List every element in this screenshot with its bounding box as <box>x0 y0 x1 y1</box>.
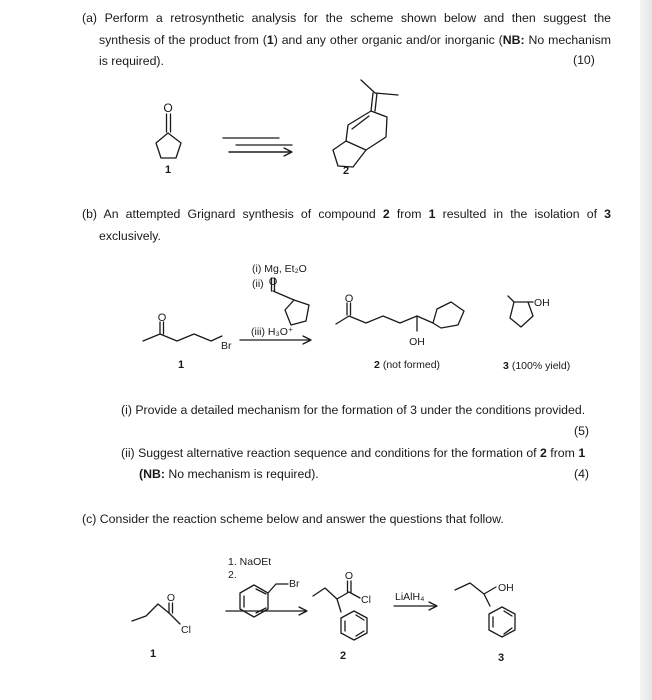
part-b-question-ii-line2-post: No mechanism is required). <box>164 467 319 481</box>
part-c-bromine-label: Br <box>289 578 300 590</box>
part-a-carbonyl-oxygen: O <box>163 101 173 115</box>
part-b-compound-3-label <box>503 360 570 372</box>
part-b-line1-mid: from <box>389 207 429 221</box>
part-b-line1-b1: 2 <box>382 207 390 221</box>
part-b-aldehyde-oxygen: O <box>268 276 278 288</box>
part-b-question-ii-nb: (NB: <box>139 467 165 481</box>
cyclopentanone-structure <box>156 114 181 158</box>
part-b-ketone-oxygen-1: O <box>157 312 167 324</box>
part-a-line2-nb: NB: <box>502 33 525 47</box>
bicyclic-alkene-structure <box>333 80 398 167</box>
part-a-marks: (10) <box>573 53 595 67</box>
part-c-compound-1-label: 1 <box>149 648 157 660</box>
part-c-compound-2-label: 2 <box>339 650 347 662</box>
reduction-arrow <box>394 602 437 610</box>
retrosynthesis-arrow <box>223 138 292 156</box>
part-b-question-ii-pre: (ii) Suggest alternative reaction sequence and conditions for the formation of <box>121 446 541 460</box>
part-b-compound-1-label: 1 <box>177 359 185 371</box>
part-c-oxygen-label-1: O <box>166 592 176 604</box>
part-c-chlorine-label-1: Cl <box>181 624 191 636</box>
part-b-line1-pre: (b) An attempted Grignard synthesis of compound <box>82 207 383 221</box>
part-b-question-i: (i) Provide a detailed mechanism for the formation of 3 under the conditions provided. <box>121 403 586 417</box>
part-c-step-1: 1. NaOEt <box>228 556 272 568</box>
part-b-condition-i: (i) Mg, Et₂O <box>252 263 307 275</box>
part-a-line2-mid: ) and any other organic and/or inorganic ( <box>273 33 503 47</box>
part-c-chlorine-label-2: Cl <box>361 594 371 606</box>
part-a-compound-1-label: 1 <box>164 164 172 176</box>
part-b-compound-2-num: 2 <box>374 359 380 371</box>
part-b-line1-b2: 1 <box>428 207 436 221</box>
part-a-line1: (a) Perform a retrosynthetic analysis for the scheme shown below and then suggest the <box>82 11 611 25</box>
bromoketone-structure <box>143 322 222 341</box>
part-b-condition-ii: (ii) <box>252 278 264 290</box>
part-c-text: (c) Consider the reaction scheme below and answer the questions that follow. <box>82 512 504 526</box>
part-b-line2: exclusively. <box>99 229 161 243</box>
part-b-ketone-oxygen-2: O <box>344 293 354 305</box>
part-b-question-i-marks: (5) <box>574 424 590 438</box>
benzyl-bromide-reagent-structure <box>240 584 288 617</box>
part-a-line2-post: No mechanism <box>524 33 611 47</box>
acid-chloride-structure <box>132 603 180 624</box>
part-b-bromine-label: Br <box>221 340 232 352</box>
part-b-line1-post: resulted in the isolation of <box>435 207 605 221</box>
part-a-compound-2-label: 2 <box>342 165 350 177</box>
part-a-line3: is required). <box>99 54 164 68</box>
part-b-compound-3-note: (100% yield) <box>511 360 571 372</box>
part-b-compound-3-num: 3 <box>503 360 509 372</box>
part-c-oxygen-label-2: O <box>344 570 354 582</box>
part-b-compound-2-note: (not formed) <box>382 359 441 371</box>
part-b-question-ii-b1: 2 <box>540 446 547 460</box>
part-b-question-ii-mid: from <box>546 446 579 460</box>
part-b-question-ii-b2: 1 <box>578 446 586 460</box>
part-a-line2-pre: synthesis of the product from ( <box>99 33 267 47</box>
target-hydroxyketone-structure <box>336 302 464 331</box>
part-b-question-ii-marks: (4) <box>574 467 590 481</box>
part-b-condition-iii: (iii) H₃O⁺ <box>251 326 294 338</box>
alkylated-acid-chloride-structure <box>313 581 367 640</box>
part-c-reducing-agent: LiAlH₄ <box>395 591 425 603</box>
part-b-compound-2-label <box>374 359 440 371</box>
part-c-compound-3-label: 3 <box>497 652 505 664</box>
part-a-line2-num: 1 <box>266 33 274 47</box>
part-b-hydroxyl-label-2: OH <box>409 336 425 348</box>
part-c-hydroxyl-label: OH <box>498 582 514 594</box>
part-b-hydroxyl-label-3: OH <box>534 297 550 309</box>
cyclopentanol-structure <box>508 296 533 327</box>
part-c-step-2: 2. <box>228 569 237 581</box>
part-b-line1-b3: 3 <box>604 207 611 221</box>
